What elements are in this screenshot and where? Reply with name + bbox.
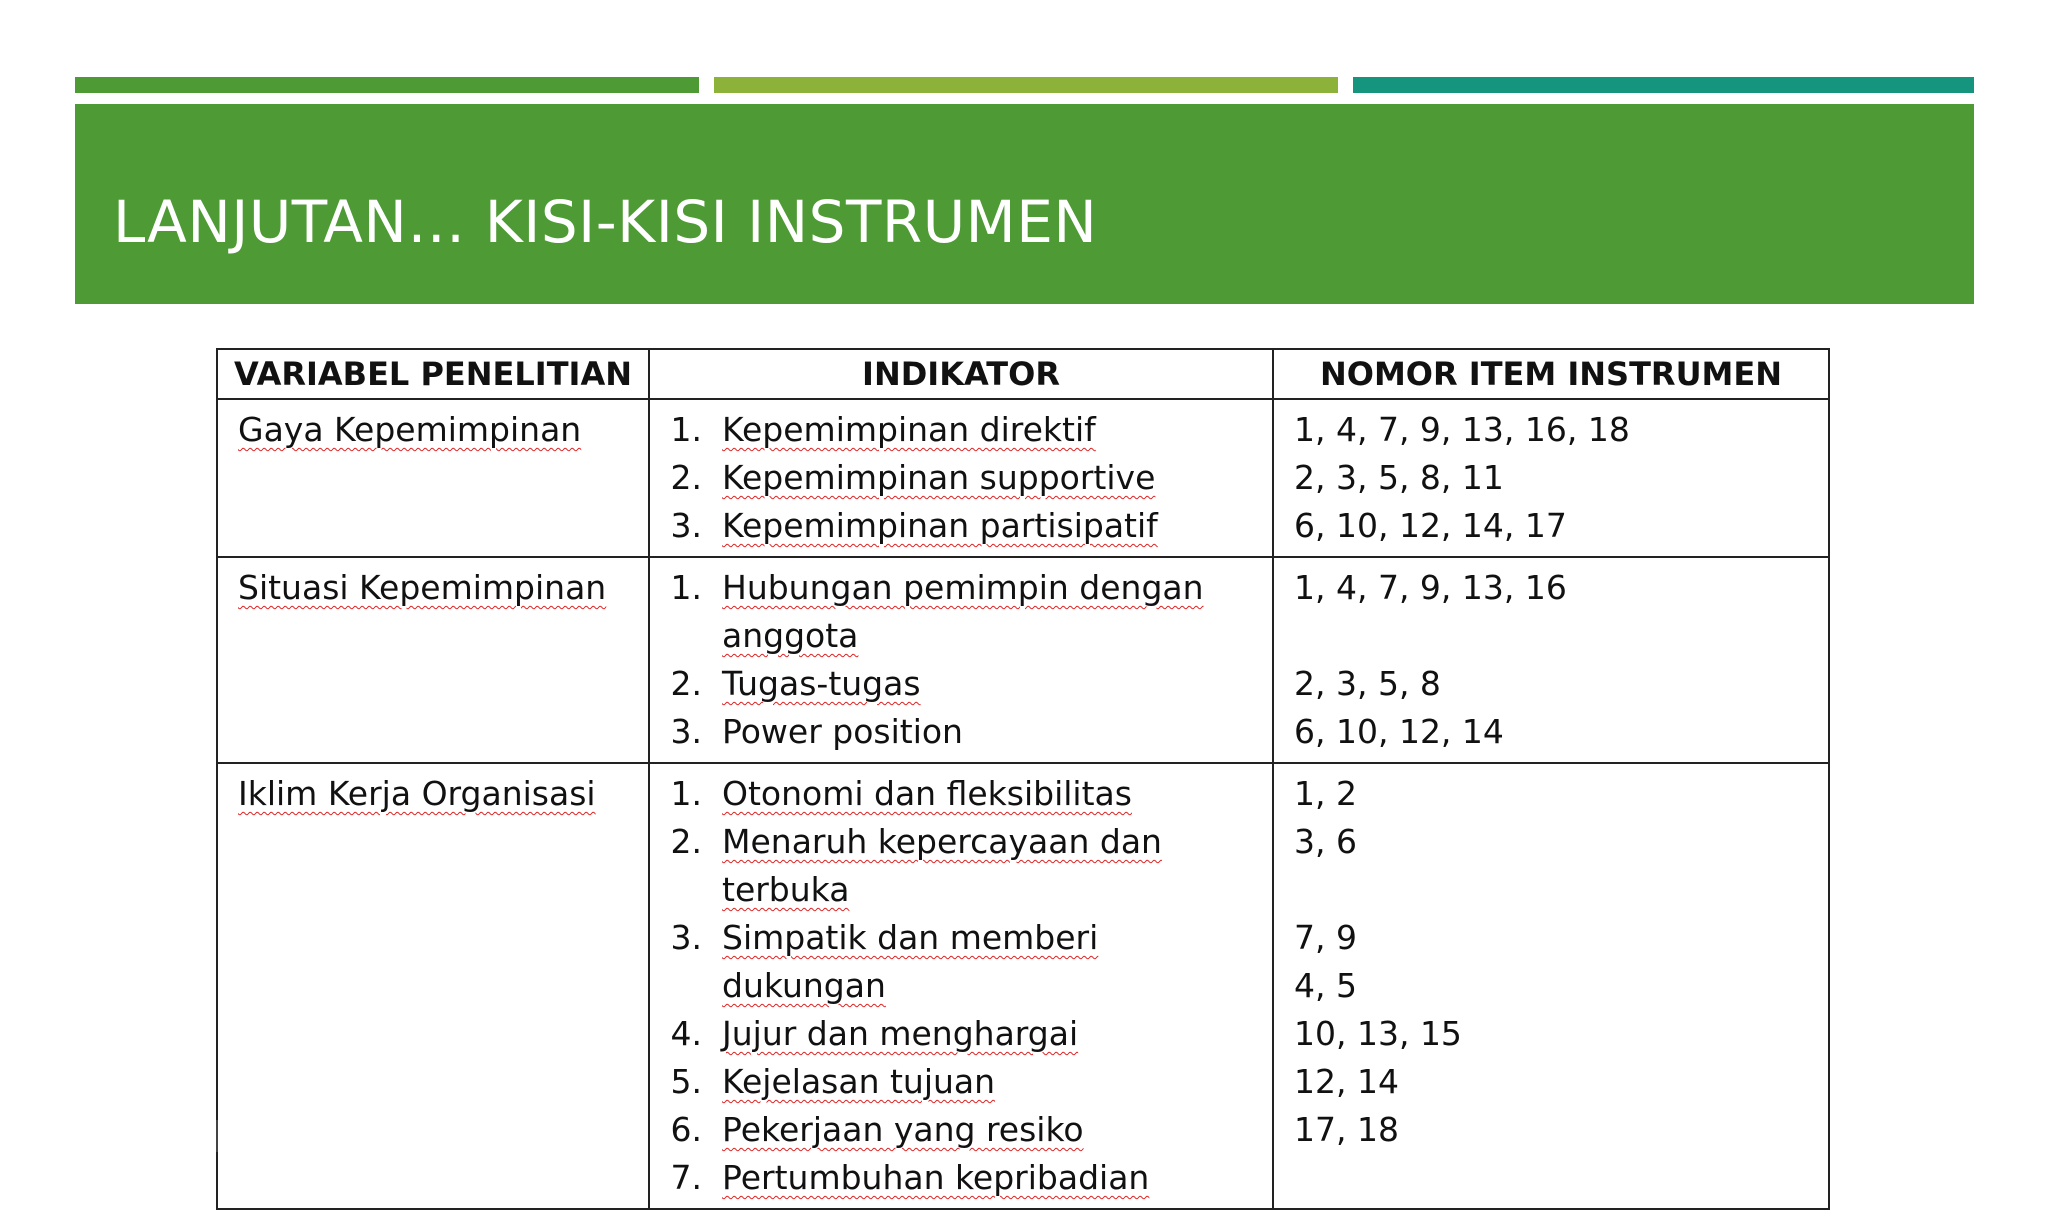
variable-cell[interactable]: [217, 399, 649, 557]
slide-title[interactable]: LANJUTAN… KISI-KISI INSTRUMEN: [113, 188, 1098, 256]
text-cursor: [216, 1120, 218, 1152]
indicator-text: Otonomi dan fleksibilitas: [722, 774, 1132, 813]
table-row: [217, 557, 1829, 763]
item-number: 3.: [670, 712, 702, 751]
item-number: 5.: [670, 1062, 702, 1101]
item-number: 1.: [670, 410, 702, 449]
indicator-text: Kejelasan tujuan: [722, 1062, 996, 1101]
item-number: 7.: [670, 1158, 702, 1197]
list-item: [650, 1154, 1272, 1202]
list-item: [650, 660, 1272, 708]
header-indikator: INDIKATOR: [649, 349, 1273, 399]
item-numbers: 12, 14: [1294, 1062, 1399, 1101]
top-accent-bar-green: [75, 77, 699, 93]
item-numbers-cell[interactable]: [1273, 763, 1829, 1209]
list-item: [650, 406, 1272, 454]
item-number: 1.: [670, 774, 702, 813]
item-numbers: 1, 2: [1294, 774, 1357, 813]
item-number: 2.: [670, 664, 702, 703]
spacer: [1294, 866, 1828, 914]
variable-cell[interactable]: [217, 763, 649, 1209]
indicator-cell[interactable]: [649, 399, 1273, 557]
indicator-text: Kepemimpinan partisipatif: [722, 506, 1158, 545]
indicator-text: Tugas-tugas: [722, 664, 921, 703]
item-numbers: 1, 4, 7, 9, 13, 16, 18: [1294, 410, 1630, 449]
indicator-text: Jujur dan menghargai: [722, 1014, 1079, 1053]
indicator-cell[interactable]: [649, 557, 1273, 763]
item-numbers-cell[interactable]: [1273, 399, 1829, 557]
variable-label: Situasi Kepemimpinan: [238, 568, 607, 607]
list-item: [650, 708, 1272, 756]
list-item: [650, 1106, 1272, 1154]
item-numbers: 6, 10, 12, 14: [1294, 712, 1504, 751]
indicator-text: Simpatik dan memberi dukungan: [722, 918, 1099, 1005]
indicator-cell[interactable]: [649, 763, 1273, 1209]
list-item: [650, 502, 1272, 550]
top-accent-bar-lime: [714, 77, 1338, 93]
item-numbers: 2, 3, 5, 8: [1294, 664, 1441, 703]
item-numbers: 3, 6: [1294, 822, 1357, 861]
item-number: 6.: [670, 1110, 702, 1149]
item-numbers-cell[interactable]: [1273, 557, 1829, 763]
item-numbers: 4, 5: [1294, 966, 1357, 1005]
item-numbers: 7, 9: [1294, 918, 1357, 957]
variable-label: Iklim Kerja Organisasi: [238, 774, 596, 813]
table-header-row: [217, 349, 1829, 399]
item-number: 4.: [670, 1014, 702, 1053]
indicator-text: Pertumbuhan kepribadian: [722, 1158, 1150, 1197]
item-number: 2.: [670, 458, 702, 497]
header-variabel: VARIABEL PENELITIAN: [217, 349, 649, 399]
item-numbers: 10, 13, 15: [1294, 1014, 1462, 1053]
variable-label: Gaya Kepemimpinan: [238, 410, 582, 449]
table-row: [217, 763, 1829, 1209]
item-number: 1.: [670, 568, 702, 607]
indicator-text: Power position: [722, 712, 963, 751]
spacer: [1294, 612, 1828, 660]
indicator-text: Kepemimpinan direktif: [722, 410, 1096, 449]
variable-cell[interactable]: [217, 557, 649, 763]
list-item: [650, 818, 1272, 914]
kisi-kisi-table[interactable]: [216, 348, 1830, 1210]
item-numbers: 2, 3, 5, 8, 11: [1294, 458, 1504, 497]
list-item: [650, 1058, 1272, 1106]
item-numbers: 6, 10, 12, 14, 17: [1294, 506, 1567, 545]
indicator-text: Kepemimpinan supportive: [722, 458, 1156, 497]
list-item: [650, 770, 1272, 818]
indicator-text: Menaruh kepercayaan dan terbuka: [722, 822, 1162, 909]
table-row: [217, 399, 1829, 557]
list-item: [650, 454, 1272, 502]
item-numbers: 1, 4, 7, 9, 13, 16: [1294, 568, 1567, 607]
item-number: 3.: [670, 506, 702, 545]
item-number: 2.: [670, 822, 702, 861]
list-item: [650, 564, 1272, 660]
item-numbers: 17, 18: [1294, 1110, 1399, 1149]
top-accent-bar-teal: [1353, 77, 1974, 93]
list-item: [650, 1010, 1272, 1058]
indicator-text: Pekerjaan yang resiko: [722, 1110, 1084, 1149]
item-number: 3.: [670, 918, 702, 957]
indicator-text: Hubungan pemimpin dengan anggota: [722, 568, 1204, 655]
list-item: [650, 914, 1272, 1010]
header-nomor-item: NOMOR ITEM INSTRUMEN: [1273, 349, 1829, 399]
